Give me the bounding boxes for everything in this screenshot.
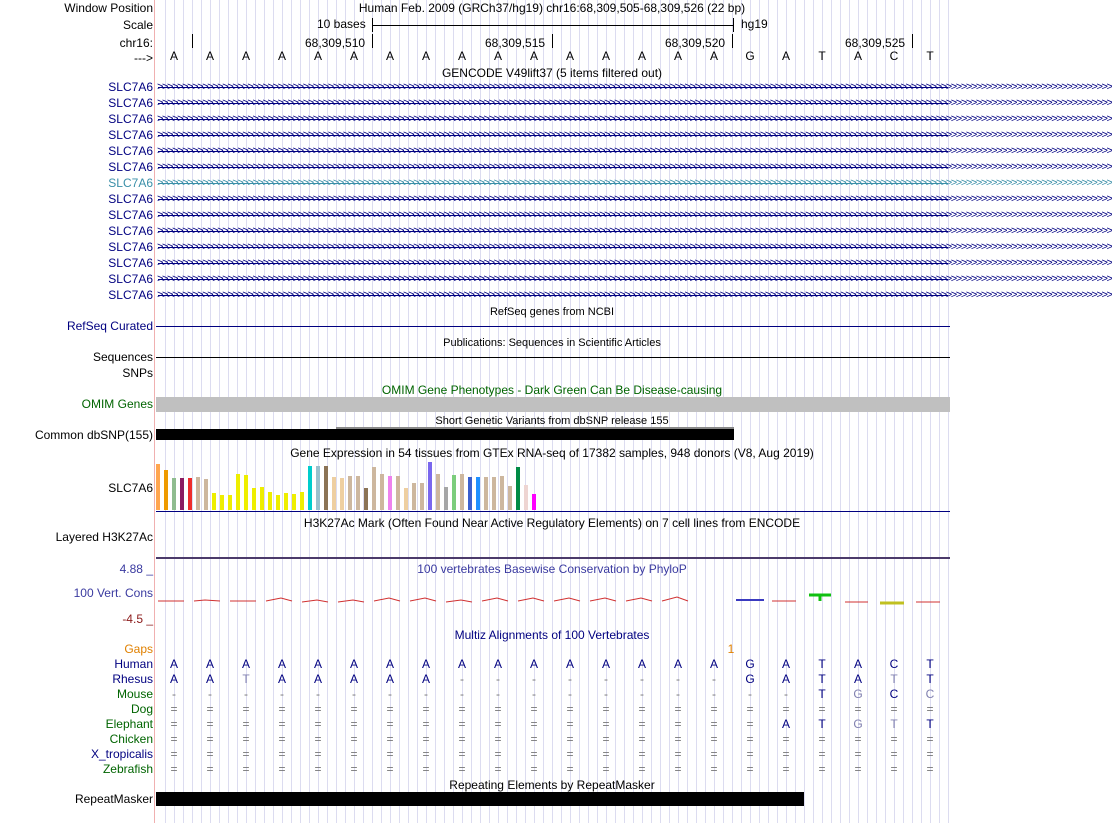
alignment-base: = (386, 732, 394, 746)
alignment-base: = (350, 702, 358, 716)
alignment-base: = (530, 717, 538, 731)
strand-arrow-label: ---> (134, 51, 153, 65)
multiz-track-title[interactable]: Multiz Alignments of 100 Vertebrates (454, 628, 650, 642)
alignment-base: = (242, 747, 250, 761)
alignment-base: = (674, 747, 682, 761)
strand-arrows: >>>>>>>>>>>>>>>>>>>>>>>>>>>>>>>>>>>>>>>>>>>>>>>>>>>>>>>>>>>>>>>>>>>>>>>>>>>>>>>>>>>>>>>>>>>>>>>>>>>>>>>>>>>>>>>>>>>>>>>>>>>>>>>>>>>>>>>>>>>>>>>>>>>>>>>>>>>>>>>>>>>>>>>>>>>>>>>>>>>>>>>>>>>>>> (157, 193, 1112, 205)
alignment-base: - (532, 672, 536, 686)
alignment-base: A (169, 672, 179, 686)
strand-arrows: >>>>>>>>>>>>>>>>>>>>>>>>>>>>>>>>>>>>>>>>>>>>>>>>>>>>>>>>>>>>>>>>>>>>>>>>>>>>>>>>>>>>>>>>>>>>>>>>>>>>>>>>>>>>>>>>>>>>>>>>>>>>>>>>>>>>>>>>>>>>>>>>>>>>>>>>>>>>>>>>>>>>>>>>>>>>>>>>>>>>>>>>>>>>>> (157, 273, 1112, 285)
alignment-base: - (280, 687, 284, 701)
phylop-max-label: 4.88 _ (119, 562, 153, 576)
alignment-base: = (566, 732, 574, 746)
alignment-base: = (602, 747, 610, 761)
alignment-base: G (853, 687, 863, 701)
alignment-base: T (818, 687, 826, 701)
alignment-base: = (170, 732, 178, 746)
sequence-base: A (277, 49, 287, 63)
alignment-base: = (206, 717, 214, 731)
alignment-base: = (890, 747, 898, 761)
gencode-transcript-label[interactable]: SLC7A6 (108, 144, 153, 158)
strand-arrows: >>>>>>>>>>>>>>>>>>>>>>>>>>>>>>>>>>>>>>>>>>>>>>>>>>>>>>>>>>>>>>>>>>>>>>>>>>>>>>>>>>>>>>>>>>>>>>>>>>>>>>>>>>>>>>>>>>>>>>>>>>>>>>>>>>>>>>>>>>>>>>>>>>>>>>>>>>>>>>>>>>>>>>>>>>>>>>>>>>>>>>>>>>>>>> (157, 113, 1112, 125)
alignment-base: = (278, 702, 286, 716)
alignment-base: G (853, 717, 863, 731)
sequence-base: A (565, 49, 575, 63)
alignment-base: A (349, 657, 359, 671)
alignment-base: = (170, 747, 178, 761)
sequence-base: C (889, 49, 899, 63)
alignment-base: = (494, 717, 502, 731)
sequence-base: A (493, 49, 503, 63)
strand-arrows: >>>>>>>>>>>>>>>>>>>>>>>>>>>>>>>>>>>>>>>>>>>>>>>>>>>>>>>>>>>>>>>>>>>>>>>>>>>>>>>>>>>>>>>>>>>>>>>>>>>>>>>>>>>>>>>>>>>>>>>>>>>>>>>>>>>>>>>>>>>>>>>>>>>>>>>>>>>>>>>>>>>>>>>>>>>>>>>>>>>>>>>>>>>>>> (157, 177, 1112, 189)
alignment-base: = (782, 762, 790, 776)
gencode-track-title[interactable]: GENCODE V49lift37 (5 items filtered out) (441, 66, 663, 80)
alignment-base: A (241, 657, 251, 671)
sequence-base: A (637, 49, 647, 63)
alignment-base: = (674, 732, 682, 746)
gap-marker: 1 (727, 642, 735, 656)
alignment-base: = (422, 732, 430, 746)
multiz-species-label[interactable]: Chicken (109, 732, 153, 746)
sequence-base: A (601, 49, 611, 63)
alignment-base: A (565, 657, 575, 671)
sequence-base: A (169, 49, 179, 63)
alignment-base: = (314, 717, 322, 731)
alignment-base: = (314, 702, 322, 716)
alignment-base: A (385, 657, 395, 671)
multiz-species-label[interactable]: Zebrafish (102, 762, 153, 776)
sequence-base: A (241, 49, 251, 63)
alignment-base: - (424, 687, 428, 701)
gencode-transcript-label[interactable]: SLC7A6 (108, 96, 153, 110)
multiz-species-label[interactable]: Elephant (105, 717, 153, 731)
window-position-label: Window Position (64, 1, 153, 15)
alignment-base: = (422, 717, 430, 731)
alignment-base: A (637, 657, 647, 671)
alignment-base: T (818, 717, 826, 731)
alignment-base: - (172, 687, 176, 701)
alignment-base: = (458, 732, 466, 746)
alignment-base: - (496, 672, 500, 686)
alignment-base: - (604, 672, 608, 686)
position-tick-label: 68,309,510 (305, 36, 366, 50)
strand-arrows: >>>>>>>>>>>>>>>>>>>>>>>>>>>>>>>>>>>>>>>>>>>>>>>>>>>>>>>>>>>>>>>>>>>>>>>>>>>>>>>>>>>>>>>>>>>>>>>>>>>>>>>>>>>>>>>>>>>>>>>>>>>>>>>>>>>>>>>>>>>>>>>>>>>>>>>>>>>>>>>>>>>>>>>>>>>>>>>>>>>>>>>>>>>>>> (157, 145, 1112, 157)
sequence-base: A (421, 49, 431, 63)
alignment-base: = (386, 747, 394, 761)
strand-arrows: >>>>>>>>>>>>>>>>>>>>>>>>>>>>>>>>>>>>>>>>>>>>>>>>>>>>>>>>>>>>>>>>>>>>>>>>>>>>>>>>>>>>>>>>>>>>>>>>>>>>>>>>>>>>>>>>>>>>>>>>>>>>>>>>>>>>>>>>>>>>>>>>>>>>>>>>>>>>>>>>>>>>>>>>>>>>>>>>>>>>>>>>>>>>>> (157, 129, 1112, 141)
alignment-base: = (710, 732, 718, 746)
alignment-base: = (674, 702, 682, 716)
alignment-base: = (818, 732, 826, 746)
alignment-base: - (712, 672, 716, 686)
scale-label: Scale (122, 18, 153, 32)
gencode-transcript-label[interactable]: SLC7A6 (108, 80, 153, 94)
alignment-base: = (422, 762, 430, 776)
sequence-base: A (529, 49, 539, 63)
snps-label[interactable]: SNPs (122, 366, 153, 380)
alignment-base: = (278, 747, 286, 761)
alignment-base: = (530, 732, 538, 746)
alignment-base: = (674, 717, 682, 731)
alignment-base: - (676, 687, 680, 701)
alignment-base: = (746, 732, 754, 746)
alignment-base: = (494, 732, 502, 746)
alignment-base: A (385, 672, 395, 686)
alignment-base: = (314, 762, 322, 776)
alignment-base: A (493, 657, 503, 671)
alignment-base: A (601, 657, 611, 671)
alignment-base: T (890, 717, 898, 731)
alignment-base: = (566, 747, 574, 761)
repeatmasker-label[interactable]: RepeatMasker (74, 792, 153, 806)
alignment-base: = (638, 762, 646, 776)
alignment-base: = (206, 732, 214, 746)
multiz-species-label[interactable]: Dog (130, 702, 153, 716)
alignment-base: - (640, 687, 644, 701)
alignment-base: = (746, 747, 754, 761)
strand-arrows: >>>>>>>>>>>>>>>>>>>>>>>>>>>>>>>>>>>>>>>>>>>>>>>>>>>>>>>>>>>>>>>>>>>>>>>>>>>>>>>>>>>>>>>>>>>>>>>>>>>>>>>>>>>>>>>>>>>>>>>>>>>>>>>>>>>>>>>>>>>>>>>>>>>>>>>>>>>>>>>>>>>>>>>>>>>>>>>>>>>>>>>>>>>>>> (157, 257, 1112, 269)
alignment-base: A (781, 717, 791, 731)
alignment-base: = (926, 747, 934, 761)
alignment-base: - (316, 687, 320, 701)
strand-arrows: >>>>>>>>>>>>>>>>>>>>>>>>>>>>>>>>>>>>>>>>>>>>>>>>>>>>>>>>>>>>>>>>>>>>>>>>>>>>>>>>>>>>>>>>>>>>>>>>>>>>>>>>>>>>>>>>>>>>>>>>>>>>>>>>>>>>>>>>>>>>>>>>>>>>>>>>>>>>>>>>>>>>>>>>>>>>>>>>>>>>>>>>>>>>>> (157, 81, 1112, 93)
sequence-base: A (673, 49, 683, 63)
sequence-base: A (781, 49, 791, 63)
gencode-transcript-label[interactable]: SLC7A6 (108, 160, 153, 174)
alignment-base: A (277, 672, 287, 686)
alignment-base: - (532, 687, 536, 701)
alignment-base: = (638, 747, 646, 761)
gtex-track-title[interactable]: Gene Expression in 54 tissues from GTEx RNA-seq of 17382 samples, 948 donors (V8, Aug 2019) (290, 446, 814, 460)
alignment-base: = (386, 762, 394, 776)
alignment-base: G (745, 657, 755, 671)
h3k27ac-label[interactable]: Layered H3K27Ac (55, 530, 153, 544)
alignment-base: = (782, 702, 790, 716)
repeatmasker-element-bar[interactable] (156, 792, 804, 806)
alignment-base: T (242, 672, 250, 686)
alignment-base: A (313, 657, 323, 671)
sequence-base: A (349, 49, 359, 63)
scale-text: 10 bases (317, 17, 366, 31)
alignment-base: - (712, 687, 716, 701)
multiz-species-label[interactable]: X_tropicalis (90, 747, 153, 761)
alignment-base: = (674, 762, 682, 776)
alignment-base: = (854, 762, 862, 776)
alignment-base: - (604, 687, 608, 701)
multiz-species-label[interactable]: Human (114, 657, 153, 671)
alignment-base: A (709, 657, 719, 671)
sequence-base: A (313, 49, 323, 63)
alignment-base: = (710, 702, 718, 716)
alignment-base: - (460, 687, 464, 701)
alignment-base: A (169, 657, 179, 671)
alignment-base: = (278, 762, 286, 776)
gencode-transcript-label[interactable]: SLC7A6 (108, 208, 153, 222)
sequence-base: A (385, 49, 395, 63)
alignment-base: = (206, 747, 214, 761)
alignment-base: = (458, 747, 466, 761)
gencode-transcript-label[interactable]: SLC7A6 (108, 240, 153, 254)
alignment-base: = (638, 732, 646, 746)
alignment-base: A (529, 657, 539, 671)
gencode-transcript-label[interactable]: SLC7A6 (108, 256, 153, 270)
alignment-base: = (782, 747, 790, 761)
alignment-base: = (170, 762, 178, 776)
dbsnp-track-title[interactable]: Short Genetic Variants from dbSNP release 155 (435, 415, 669, 427)
alignment-base: = (854, 702, 862, 716)
alignment-base: = (422, 702, 430, 716)
alignment-base: = (170, 702, 178, 716)
repeatmasker-track-title[interactable]: Repeating Elements by RepeatMasker (449, 778, 655, 792)
alignment-base: = (170, 717, 178, 731)
gencode-transcript-label[interactable]: SLC7A6 (108, 272, 153, 286)
alignment-base: = (458, 762, 466, 776)
position-tick-label: 68,309,520 (665, 36, 726, 50)
omim-label[interactable]: OMIM Genes (81, 397, 153, 411)
phylop-track-title[interactable]: 100 vertebrates Basewise Conservation by PhyloP (417, 562, 687, 576)
alignment-base: = (278, 732, 286, 746)
alignment-base: = (926, 702, 934, 716)
alignment-base: C (889, 657, 899, 671)
gtex-gene-label[interactable]: SLC7A6 (108, 481, 153, 495)
chrom-label: chr16: (119, 36, 153, 50)
alignment-base: T (818, 672, 826, 686)
alignment-base: - (568, 672, 572, 686)
sequence-base: A (709, 49, 719, 63)
alignment-base: = (602, 732, 610, 746)
alignment-base: = (638, 717, 646, 731)
alignment-base: = (782, 732, 790, 746)
gaps-label: Gaps (124, 642, 153, 656)
alignment-base: = (422, 747, 430, 761)
alignment-base: A (673, 657, 683, 671)
strand-arrows: >>>>>>>>>>>>>>>>>>>>>>>>>>>>>>>>>>>>>>>>>>>>>>>>>>>>>>>>>>>>>>>>>>>>>>>>>>>>>>>>>>>>>>>>>>>>>>>>>>>>>>>>>>>>>>>>>>>>>>>>>>>>>>>>>>>>>>>>>>>>>>>>>>>>>>>>>>>>>>>>>>>>>>>>>>>>>>>>>>>>>>>>>>>>>> (157, 289, 1112, 301)
alignment-base: = (242, 717, 250, 731)
alignment-base: = (566, 762, 574, 776)
strand-arrows: >>>>>>>>>>>>>>>>>>>>>>>>>>>>>>>>>>>>>>>>>>>>>>>>>>>>>>>>>>>>>>>>>>>>>>>>>>>>>>>>>>>>>>>>>>>>>>>>>>>>>>>>>>>>>>>>>>>>>>>>>>>>>>>>>>>>>>>>>>>>>>>>>>>>>>>>>>>>>>>>>>>>>>>>>>>>>>>>>>>>>>>>>>>>>> (157, 241, 1112, 253)
alignment-base: = (566, 702, 574, 716)
alignment-base: = (746, 762, 754, 776)
alignment-base: - (568, 687, 572, 701)
alignment-base: A (457, 657, 467, 671)
alignment-base: = (350, 717, 358, 731)
assembly-label: hg19 (741, 17, 768, 31)
alignment-base: A (781, 672, 791, 686)
alignment-base: - (496, 687, 500, 701)
alignment-base: - (388, 687, 392, 701)
dbsnp-label[interactable]: Common dbSNP(155) (34, 428, 153, 442)
alignment-base: T (926, 657, 934, 671)
alignment-base: = (890, 732, 898, 746)
gencode-transcript-label[interactable]: SLC7A6 (108, 112, 153, 126)
alignment-base: = (710, 762, 718, 776)
sequence-base: A (457, 49, 467, 63)
alignment-base: = (710, 717, 718, 731)
sequence-base: A (205, 49, 215, 63)
alignment-base: - (244, 687, 248, 701)
refseq-track-title[interactable]: RefSeq genes from NCBI (489, 306, 615, 318)
alignment-base: A (781, 657, 791, 671)
alignment-base: A (205, 657, 215, 671)
alignment-base: A (313, 672, 323, 686)
alignment-base: = (242, 762, 250, 776)
alignment-base: = (890, 702, 898, 716)
alignment-base: = (818, 702, 826, 716)
publications-label[interactable]: Sequences (92, 350, 153, 364)
alignment-base: = (278, 717, 286, 731)
alignment-base: = (890, 762, 898, 776)
alignment-base: = (206, 762, 214, 776)
alignment-base: = (242, 702, 250, 716)
alignment-base: = (350, 762, 358, 776)
gencode-transcript-label[interactable]: SLC7A6 (108, 224, 153, 238)
alignment-base: - (748, 687, 752, 701)
alignment-base: = (638, 702, 646, 716)
alignment-base: G (745, 672, 755, 686)
sequence-base: T (818, 49, 826, 63)
alignment-base: = (530, 702, 538, 716)
refseq-label[interactable]: RefSeq Curated (66, 319, 153, 333)
alignment-base: = (746, 702, 754, 716)
alignment-base: - (352, 687, 356, 701)
alignment-base: A (853, 657, 863, 671)
position-tick-label: 68,309,515 (485, 36, 546, 50)
alignment-base: = (854, 732, 862, 746)
strand-arrows: >>>>>>>>>>>>>>>>>>>>>>>>>>>>>>>>>>>>>>>>>>>>>>>>>>>>>>>>>>>>>>>>>>>>>>>>>>>>>>>>>>>>>>>>>>>>>>>>>>>>>>>>>>>>>>>>>>>>>>>>>>>>>>>>>>>>>>>>>>>>>>>>>>>>>>>>>>>>>>>>>>>>>>>>>>>>>>>>>>>>>>>>>>>>>> (157, 161, 1112, 173)
alignment-base: = (602, 717, 610, 731)
alignment-base: = (242, 732, 250, 746)
alignment-base: = (530, 762, 538, 776)
phylop-label[interactable]: 100 Vert. Cons (73, 586, 153, 600)
alignment-base: = (710, 747, 718, 761)
multiz-species-label[interactable]: Mouse (116, 687, 153, 701)
alignment-base: = (350, 732, 358, 746)
alignment-base: = (926, 762, 934, 776)
alignment-base: = (386, 717, 394, 731)
alignment-base: C (925, 687, 935, 701)
alignment-base: = (458, 702, 466, 716)
h3k27ac-track-title[interactable]: H3K27Ac Mark (Often Found Near Active Regulatory Elements) on 7 cell lines from ENCODE (303, 516, 801, 530)
alignment-base: = (314, 732, 322, 746)
phylop-min-label: -4.5 _ (122, 612, 153, 626)
alignment-base: = (494, 702, 502, 716)
sequence-base: G (745, 49, 755, 63)
gencode-transcript-label[interactable]: SLC7A6 (108, 128, 153, 142)
gencode-transcript-label[interactable]: SLC7A6 (108, 192, 153, 206)
alignment-base: = (926, 732, 934, 746)
alignment-base: = (494, 762, 502, 776)
alignment-base: - (208, 687, 212, 701)
sequence-base: T (926, 49, 934, 63)
alignment-base: A (853, 672, 863, 686)
multiz-species-label[interactable]: Rhesus (112, 672, 153, 686)
alignment-base: = (854, 747, 862, 761)
sequence-base: A (853, 49, 863, 63)
alignment-base: T (926, 717, 934, 731)
alignment-base: = (818, 747, 826, 761)
alignment-base: - (676, 672, 680, 686)
alignment-base: A (421, 672, 431, 686)
gencode-transcript-label[interactable]: SLC7A6 (108, 288, 153, 302)
alignment-base: A (349, 672, 359, 686)
alignment-base: C (889, 687, 899, 701)
alignment-base: T (926, 672, 934, 686)
alignment-base: = (386, 702, 394, 716)
alignment-base: T (890, 672, 898, 686)
alignment-base: - (640, 672, 644, 686)
alignment-base: = (314, 747, 322, 761)
alignment-base: A (277, 657, 287, 671)
alignment-base: = (350, 747, 358, 761)
alignment-base: = (494, 747, 502, 761)
omim-track-title[interactable]: OMIM Gene Phenotypes - Dark Green Can Be Disease-causing (381, 383, 723, 397)
alignment-base: A (421, 657, 431, 671)
alignment-base: = (206, 702, 214, 716)
gencode-transcript-label[interactable]: SLC7A6 (108, 176, 153, 190)
strand-arrows: >>>>>>>>>>>>>>>>>>>>>>>>>>>>>>>>>>>>>>>>>>>>>>>>>>>>>>>>>>>>>>>>>>>>>>>>>>>>>>>>>>>>>>>>>>>>>>>>>>>>>>>>>>>>>>>>>>>>>>>>>>>>>>>>>>>>>>>>>>>>>>>>>>>>>>>>>>>>>>>>>>>>>>>>>>>>>>>>>>>>>>>>>>>>>> (157, 225, 1112, 237)
publications-track-title[interactable]: Publications: Sequences in Scientific Articles (443, 337, 661, 349)
alignment-base: = (566, 717, 574, 731)
alignment-base: T (818, 657, 826, 671)
alignment-base: = (602, 702, 610, 716)
window-title: Human Feb. 2009 (GRCh37/hg19) chr16:68,309,505-68,309,526 (22 bp) (358, 1, 746, 15)
alignment-base: A (205, 672, 215, 686)
alignment-base: - (784, 687, 788, 701)
strand-arrows: >>>>>>>>>>>>>>>>>>>>>>>>>>>>>>>>>>>>>>>>>>>>>>>>>>>>>>>>>>>>>>>>>>>>>>>>>>>>>>>>>>>>>>>>>>>>>>>>>>>>>>>>>>>>>>>>>>>>>>>>>>>>>>>>>>>>>>>>>>>>>>>>>>>>>>>>>>>>>>>>>>>>>>>>>>>>>>>>>>>>>>>>>>>>>> (157, 97, 1112, 109)
alignment-base: = (458, 717, 466, 731)
strand-arrows: >>>>>>>>>>>>>>>>>>>>>>>>>>>>>>>>>>>>>>>>>>>>>>>>>>>>>>>>>>>>>>>>>>>>>>>>>>>>>>>>>>>>>>>>>>>>>>>>>>>>>>>>>>>>>>>>>>>>>>>>>>>>>>>>>>>>>>>>>>>>>>>>>>>>>>>>>>>>>>>>>>>>>>>>>>>>>>>>>>>>>>>>>>>>>> (157, 209, 1112, 221)
position-tick-label: 68,309,525 (845, 36, 906, 50)
alignment-base: = (602, 762, 610, 776)
alignment-base: = (818, 762, 826, 776)
alignment-base: = (746, 717, 754, 731)
alignment-base: - (460, 672, 464, 686)
alignment-base: = (530, 747, 538, 761)
